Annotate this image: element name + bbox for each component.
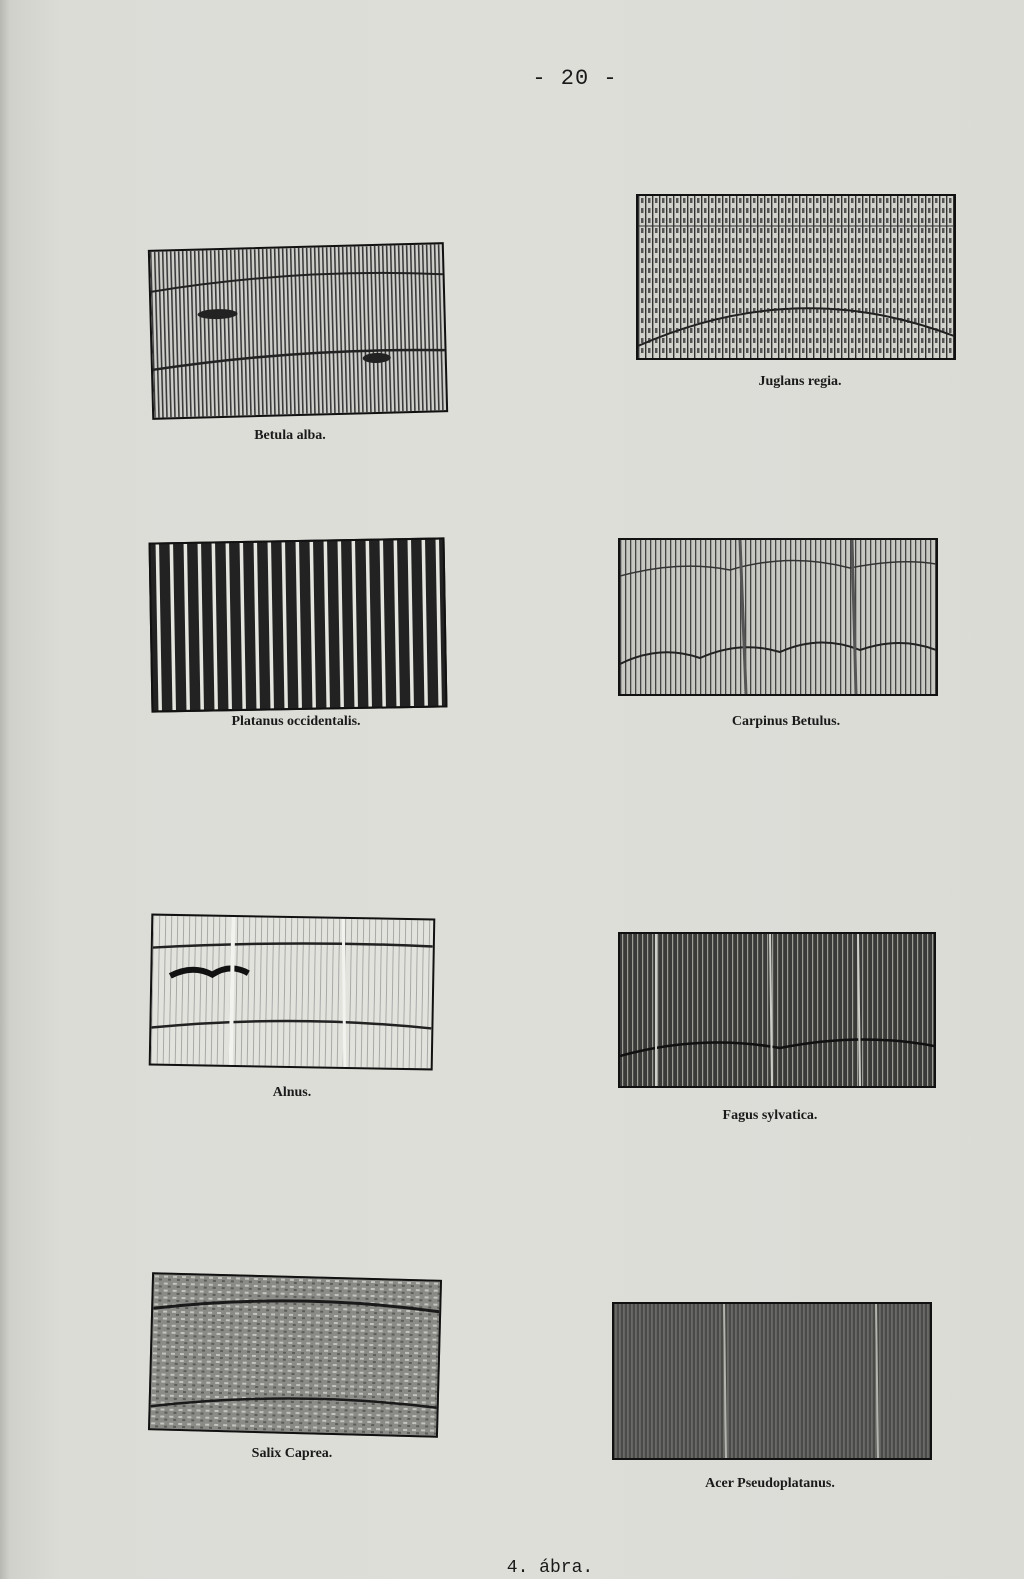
alnus-drawing [151, 916, 434, 1069]
wood-section-image-fagus [618, 932, 936, 1088]
caption-carpinus: Carpinus Betulus. [731, 714, 841, 729]
wood-section-image-platanus [149, 537, 448, 712]
wood-section-image-betula [148, 242, 448, 420]
betula-drawing [150, 244, 446, 418]
juglans-drawing [638, 196, 954, 358]
caption-juglans: Juglans regia. [758, 374, 842, 389]
caption-alnus: Alnus. [272, 1085, 312, 1100]
caption-betula: Betula alba. [254, 428, 326, 443]
acer-drawing [614, 1304, 930, 1458]
wood-section-image-salix [148, 1272, 442, 1438]
caption-salix: Salix Caprea. [251, 1446, 333, 1461]
salix-drawing [150, 1274, 440, 1435]
page-number: - 20 - [532, 66, 618, 91]
caption-acer: Acer Pseudoplatanus. [705, 1476, 835, 1491]
wood-section-image-juglans [636, 194, 956, 360]
figure-caption: 4. ábra. [506, 1558, 594, 1578]
wood-section-image-carpinus [618, 538, 938, 696]
platanus-drawing [151, 539, 446, 710]
caption-platanus: Platanus occidentalis. [231, 714, 361, 729]
carpinus-drawing [620, 540, 936, 694]
wood-section-image-alnus [149, 914, 436, 1071]
wood-section-image-acer [612, 1302, 932, 1460]
fagus-drawing [620, 934, 934, 1086]
caption-fagus: Fagus sylvatica. [722, 1108, 818, 1123]
